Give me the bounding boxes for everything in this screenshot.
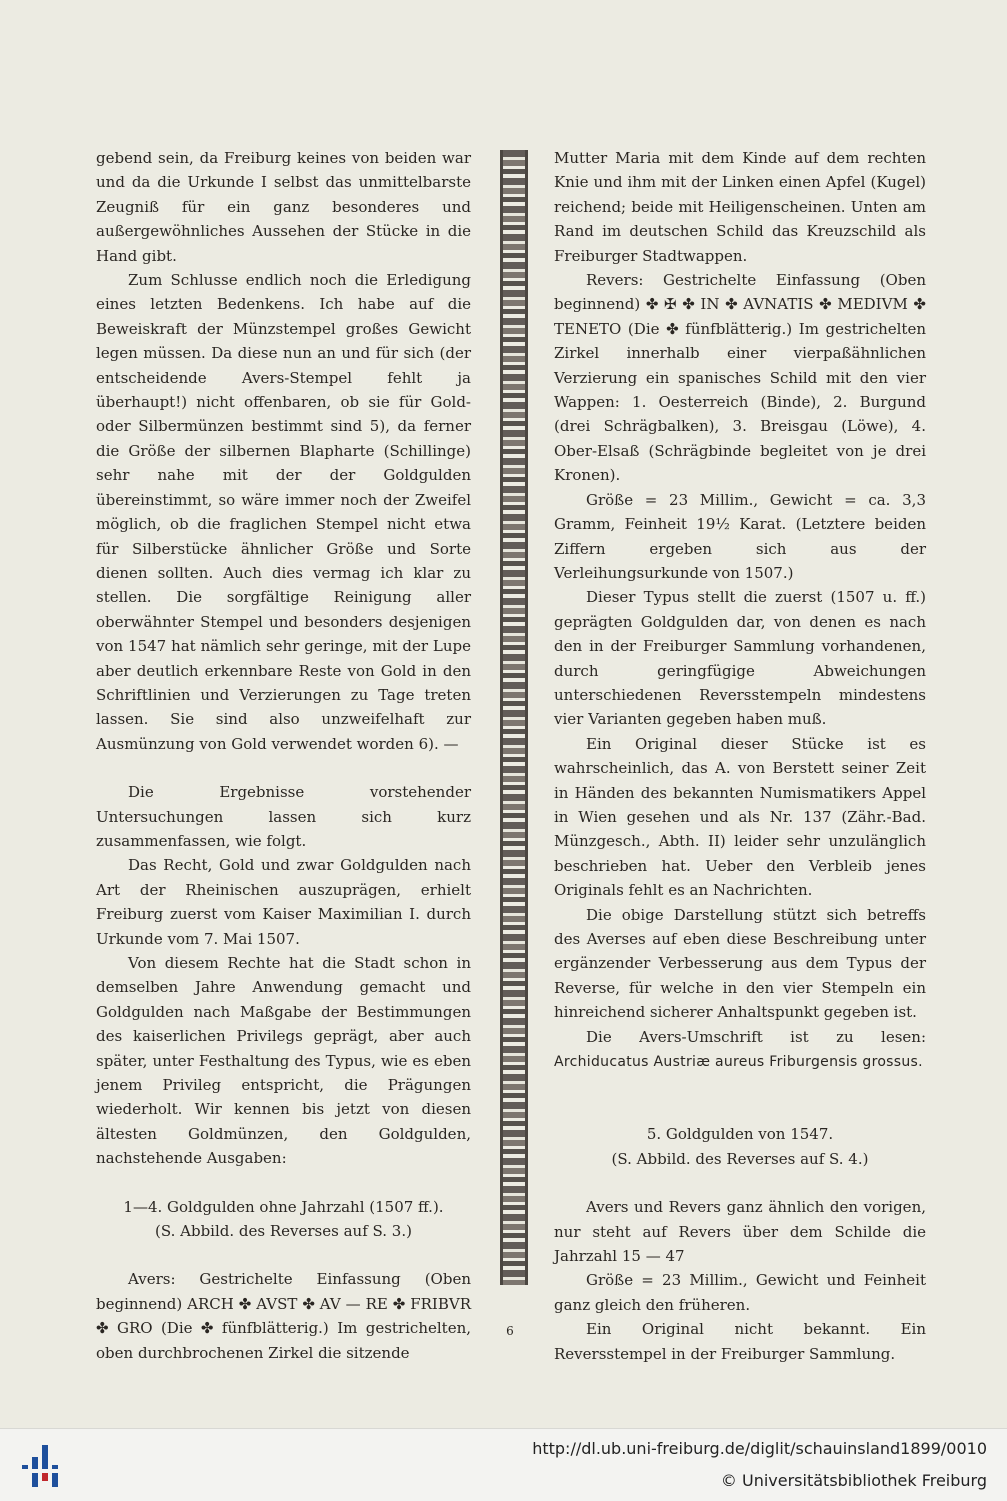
paragraph: Von diesem Rechte hat die Stadt schon in demselben Jahre Anwendung gemacht und Goldgulden nach Maßgabe der Bestimmungen des kaiserlichen Privilegs geprägt, aber auch später, unter Festhaltung des Typus, wie es eben jenem Privileg entspricht, die Prägungen wiederholt. Wir kennen bis jetzt von diesen ältesten Goldmünzen, den Goldgulden, nachstehende Ausgaben:: [96, 954, 471, 1168]
left-column: [96, 146, 471, 1365]
footer-bar: [0, 1428, 1007, 1501]
paragraph: Größe = 23 Millim., Gewicht = ca. 3,3 Gramm, Feinheit 19½ Karat. (Letztere beiden Ziffern ergeben sich aus der Verleihungsurkunde von 1507.): [554, 490, 926, 582]
latin-inscription: Archiducatus Austriæ aureus Friburgensis grossus.: [554, 1054, 923, 1071]
section-subheading: (S. Abbild. des Reverses auf S. 3.): [155, 1222, 412, 1241]
library-logo-icon: [18, 1443, 68, 1489]
paragraph: Ein Original dieser Stücke ist es wahrscheinlich, das A. von Berstett seiner Zeit in Händen des bekannten Numismatikers Appel in Wien gesehen und als Nr. 137 (Zähr.-Bad. Münzgesch., Abth. II) leider sehr unzulänglich beschrieben hat. Ueber den Verbleib jenes Originals fehlt es an Nachrichten.: [554, 734, 926, 900]
paragraph: Avers und Revers ganz ähnlich den vorigen, nur steht auf Revers über dem Schilde die Jahrzahl 15 — 47: [554, 1198, 926, 1266]
paragraph: Zum Schlusse endlich noch die Erledigung eines letzten Bedenkens. Ich habe auf die Beweiskraft der Münzstempel großes Gewicht legen müssen. Da diese nun an und für sich (der entscheidende Avers-Stempel fehlt ja überhaupt!) nicht offenbaren, ob sie für Gold- oder Silbermünzen bestimmt sind 5), da ferner die Größe der silbernen Blapharte (Schillinge) sehr nahe mit der der Goldgulden übereinstimmt, so wäre immer noch der Zweifel möglich, ob die fraglichen Stempel nicht etwa für Silberstücke ähnlicher Größe und Sorte dienen sollten. Auch dies vermag ich klar zu stellen. Die sorgfältige Reinigung aller oberwähnter Stempel und besonders desjenigen von 1547 hat nämlich sehr geringe, mit der Lupe aber deutlich erkennbare Reste von Gold in den Schriftlinien und Verzierungen zu Tage treten lassen. Sie sind also unzweifelhaft zur Ausmünzung von Gold verwendet worden 6). —: [96, 271, 471, 753]
source-url-link[interactable]: http://dl.ub.uni-freiburg.de/diglit/schauinsland1899/0010: [532, 1439, 987, 1458]
paragraph: Das Recht, Gold und zwar Goldgulden nach Art der Rheinischen auszuprägen, erhielt Freiburg zuerst vom Kaiser Maximilian I. durch Urkunde vom 7. Mai 1507.: [96, 856, 471, 948]
paragraph: Die obige Darstellung stützt sich betreffs des Averses auf eben diese Beschreibung unter ergänzender Verbesserung aus dem Typus der Reverse, für welche in den vier Stempeln ein hinreichend sicherer Anhaltspunkt gegeben ist.: [554, 905, 926, 1022]
paragraph: Dieser Typus stellt die zuerst (1507 u. ff.) geprägten Goldgulden dar, von denen es nach den in der Freiburger Sammlung vorhandenen, durch geringfügige Abweichungen unterschiedenen Reversstempeln mindestens vier Varianten gegeben haben muß.: [554, 588, 926, 729]
paragraph: gebend sein, da Freiburg keines von beiden war und da die Urkunde I selbst das unmittelbarste Zeugniß für ein ganz besonderes und außergewöhnliches Aussehen der Stücke in die Hand gibt.: [96, 149, 471, 265]
section-heading: 1—4. Goldgulden ohne Jahrzahl (1507 ff.).: [123, 1197, 444, 1216]
ornamental-column-divider: [500, 150, 528, 1285]
paragraph: Avers: Gestrichelte Einfassung (Oben beginnend) ARCH ✤ AVST ✤ AV — RE ✤ FRIBVR ✤ GRO (Die ✤ fünfblätterig.) Im gestrichelten, oben durchbrochenen Zirkel die sitzende: [96, 1270, 471, 1362]
paragraph: Revers: Gestrichelte Einfassung (Oben beginnend) ✤ ✠ ✤ IN ✤ AVNATIS ✤ MEDIVM ✤ TENETO (Die ✤ fünfblätterig.) Im gestrichelten Zirkel innerhalb einer vierpaßähnlichen Verzierung ein spanisches Schild mit den vier Wappen: 1. Oesterreich (Binde), 2. Burgund (drei Schrägbalken), 3. Breisgau (Löwe), 4. Ober-Elsaß (Schrägbinde begleitet von je drei Kronen).: [554, 271, 926, 485]
paragraph: Mutter Maria mit dem Kinde auf dem rechten Knie und ihm mit der Linken einen Apfel (Kugel) reichend; beide mit Heiligenscheinen. Unten am Rand im deutschen Schild das Kreuzschild als Freiburger Stadtwappen.: [554, 149, 926, 265]
paragraph: Größe = 23 Millim., Gewicht und Feinheit ganz gleich den früheren.: [554, 1271, 926, 1314]
right-column: [554, 146, 926, 1366]
paragraph-text: Die Avers-Umschrift ist zu lesen:: [586, 1027, 926, 1046]
section-heading: 5. Goldgulden von 1547.: [646, 1125, 834, 1144]
section-subheading: (S. Abbild. des Reverses auf S. 4.): [611, 1149, 869, 1168]
paragraph: Ein Original nicht bekannt. Ein Reversstempel in der Freiburger Sammlung.: [554, 1320, 926, 1363]
paragraph: Die Ergebnisse vorstehender Untersuchungen lassen sich kurz zusammenfassen, wie folgt.: [96, 783, 471, 850]
paragraph: [554, 1025, 926, 1075]
copyright-notice: © Universitätsbibliothek Freiburg: [720, 1471, 987, 1490]
page-number: 6: [506, 1324, 514, 1338]
